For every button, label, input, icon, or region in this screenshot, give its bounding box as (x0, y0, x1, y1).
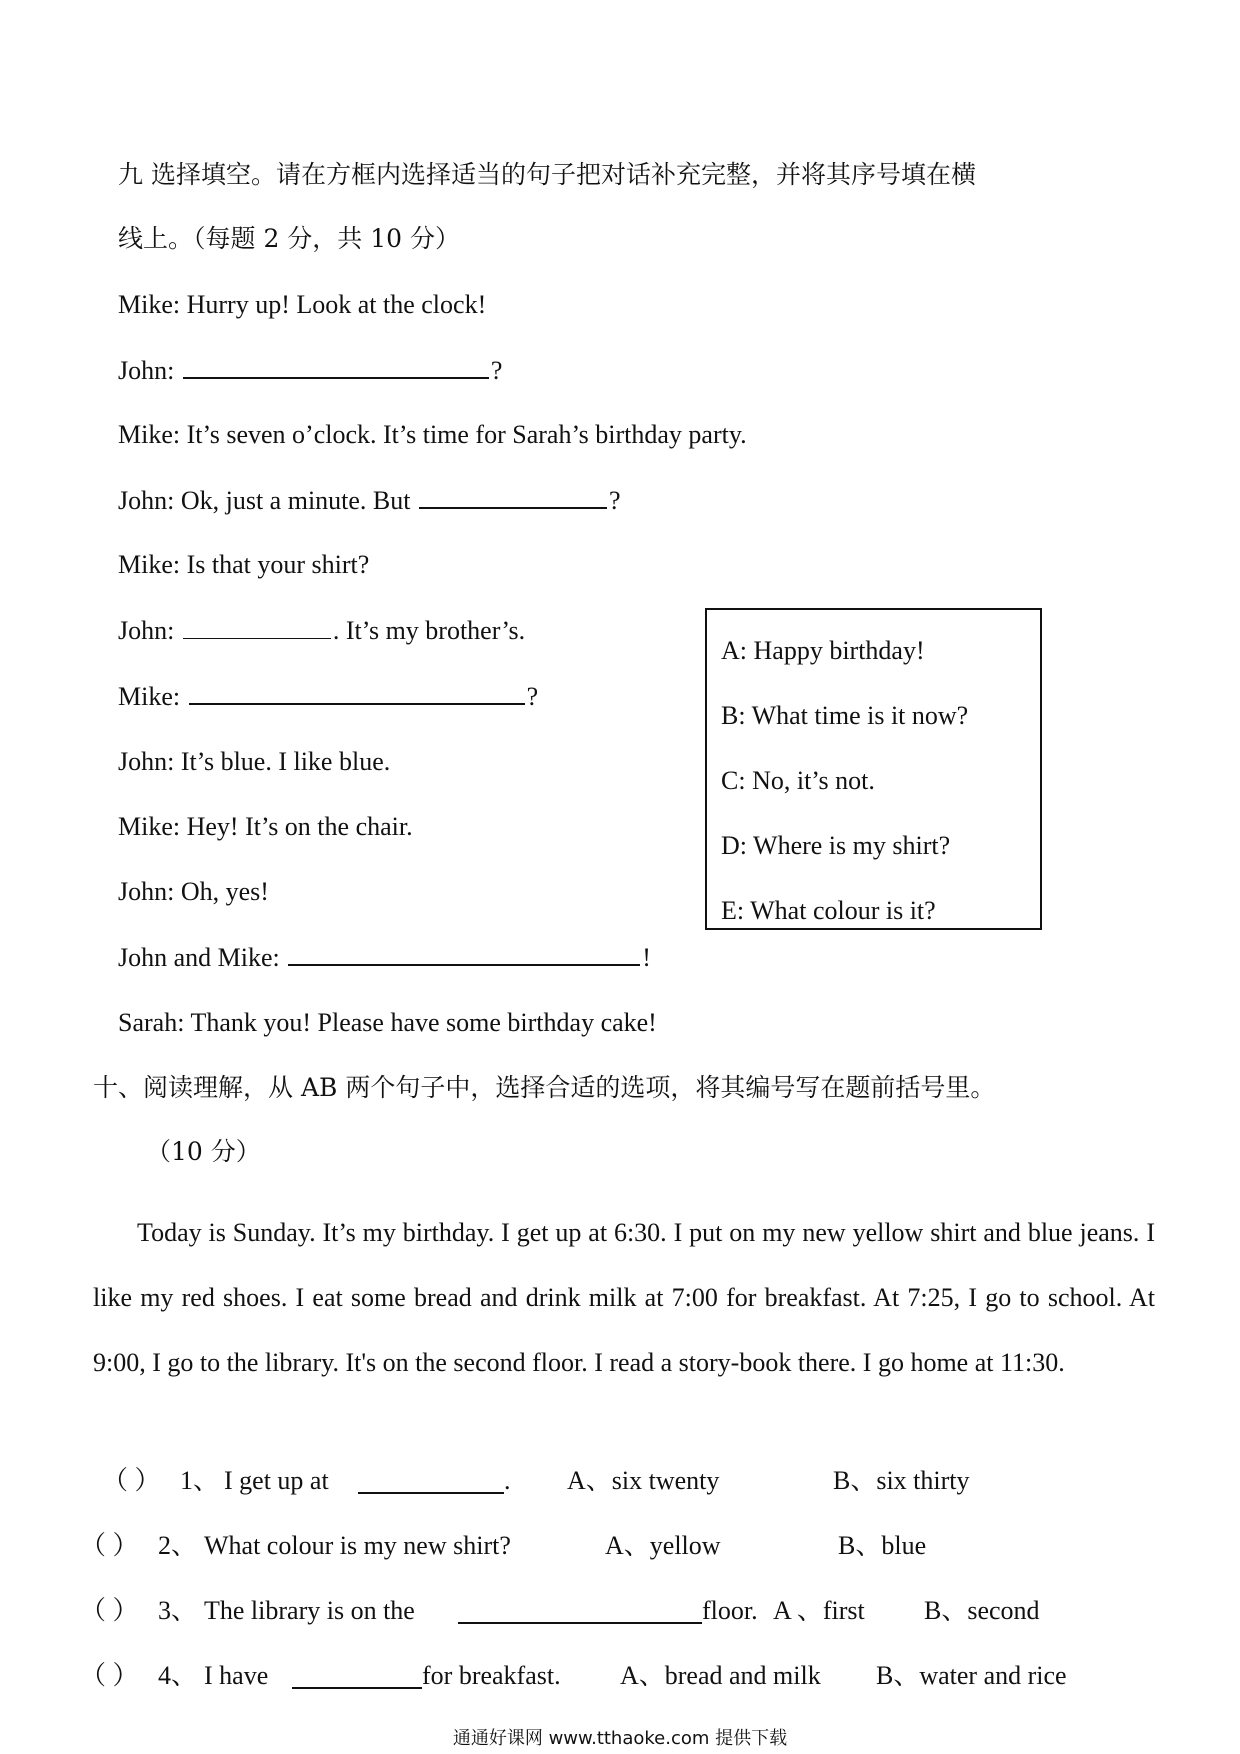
question-2 (0, 1529, 1240, 1563)
section10-heading-line2: （10 分） (146, 1137, 261, 1166)
question-number: 2、 (158, 1531, 198, 1560)
dialogue-text: Is that your shirt? (186, 550, 370, 579)
question-number: 1、 (180, 1466, 220, 1495)
speaker: John: (118, 747, 175, 776)
question-stem: What colour is my new shirt? (204, 1531, 511, 1560)
option-a: A、six twenty (567, 1466, 720, 1495)
section9-heading-line2: 线上。（每题 2 分，共 10 分） (118, 224, 461, 253)
question-number: 4、 (158, 1661, 198, 1690)
speaker: John: (118, 356, 175, 385)
dialogue-text: Hurry up! Look at the clock! (186, 290, 487, 319)
answer-blank[interactable] (419, 483, 607, 509)
answer-paren[interactable]: （ ） (102, 1466, 161, 1495)
speaker: John: (118, 616, 175, 645)
dialogue-line-7 (118, 679, 538, 714)
speaker: Mike: (118, 682, 181, 711)
question-stem: I get up at (224, 1466, 329, 1495)
question-stem: The library is on the (204, 1596, 415, 1625)
answer-paren[interactable]: （ ） (80, 1531, 139, 1560)
dialogue-text: Oh, yes! (180, 877, 269, 906)
option-b: B、six thirty (833, 1466, 970, 1495)
answer-blank[interactable] (458, 1598, 702, 1624)
dialogue-line-11 (118, 940, 651, 975)
dialogue-text: Hey! It’s on the chair. (186, 812, 413, 841)
question-after: floor. (702, 1596, 758, 1625)
option-c: C: No, it’s not. (721, 766, 875, 795)
dialogue-text: Thank you! Please have some birthday cake! (190, 1008, 657, 1037)
speaker: Mike: (118, 812, 181, 841)
option-d: D: Where is my shirt? (721, 831, 951, 860)
option-a: A 、first (773, 1596, 865, 1625)
dialogue-line-8 (118, 745, 390, 779)
dialogue-text: It’s blue. I like blue. (180, 747, 391, 776)
dialogue-line-6 (118, 614, 525, 648)
dialogue-line-4 (118, 483, 621, 518)
dialogue-end: ? (526, 682, 539, 711)
question-number: 3、 (158, 1596, 198, 1625)
dialogue-line-10 (118, 875, 269, 909)
option-a: A、bread and milk (620, 1661, 821, 1690)
dialogue-text: Ok, just a minute. But (180, 486, 411, 515)
speaker: Mike: (118, 290, 181, 319)
question-4 (0, 1659, 1240, 1693)
speaker: Mike: (118, 550, 181, 579)
section10-heading-line1: 十、阅读理解，从 AB 两个句子中，选择合适的选项，将其编号写在题前括号里。 (93, 1073, 996, 1102)
reading-passage: Today is Sunday. It’s my birthday. I get up at 6:30. I put on my new yellow shirt and blue jeans. I like my red shoes. I eat some bread and drink milk at 7:00 for breakfast. At 7:25, I go to school. At 9:00, I go to the library. It's on the second floor. I read a story-book there. I go home at 11:30. (93, 1218, 1155, 1377)
question-1 (0, 1464, 1240, 1498)
options-box (705, 608, 1042, 930)
question-3 (0, 1594, 1240, 1628)
question-stem: I have (204, 1661, 269, 1690)
question-after: for breakfast. (422, 1661, 561, 1690)
dialogue-line-3 (118, 418, 747, 452)
option-e: E: What colour is it? (721, 896, 936, 925)
option-a: A、yellow (605, 1531, 721, 1560)
footer-credit: 通通好课网 www.tthaoke.com 提供下载 (452, 1728, 788, 1749)
dialogue-end: . It’s my brother’s. (332, 616, 526, 645)
option-b: B、water and rice (876, 1661, 1067, 1690)
speaker: Mike: (118, 420, 181, 449)
answer-blank[interactable] (288, 940, 640, 966)
answer-blank[interactable] (183, 614, 331, 639)
answer-paren[interactable]: （ ） (80, 1661, 139, 1690)
speaker: Sarah: (118, 1008, 185, 1037)
dialogue-line-1 (118, 288, 486, 322)
dialogue-line-9 (118, 810, 413, 844)
dialogue-end: ? (490, 356, 503, 385)
answer-blank[interactable] (183, 353, 489, 379)
speaker: John: (118, 486, 175, 515)
question-after: . (504, 1466, 511, 1495)
answer-blank[interactable] (358, 1468, 504, 1494)
answer-paren[interactable]: （ ） (80, 1596, 139, 1625)
answer-blank[interactable] (189, 679, 525, 705)
section9-heading-line1: 九 选择填空。请在方框内选择适当的句子把对话补充完整，并将其序号填在横 (118, 160, 976, 189)
answer-blank[interactable] (292, 1663, 422, 1689)
option-a: A: Happy birthday! (721, 636, 925, 665)
speaker: John and Mike: (118, 943, 280, 972)
dialogue-text: It’s seven o’clock. It’s time for Sarah’s birthday party. (186, 420, 747, 449)
option-b: B、blue (838, 1531, 927, 1560)
option-b: B、second (924, 1596, 1040, 1625)
dialogue-end: ! (642, 943, 651, 972)
speaker: John: (118, 877, 175, 906)
dialogue-line-5 (118, 548, 369, 582)
dialogue-line-2 (118, 353, 502, 388)
dialogue-line-12 (118, 1006, 657, 1040)
option-b: B: What time is it now? (721, 701, 969, 730)
dialogue-end: ? (609, 486, 621, 515)
